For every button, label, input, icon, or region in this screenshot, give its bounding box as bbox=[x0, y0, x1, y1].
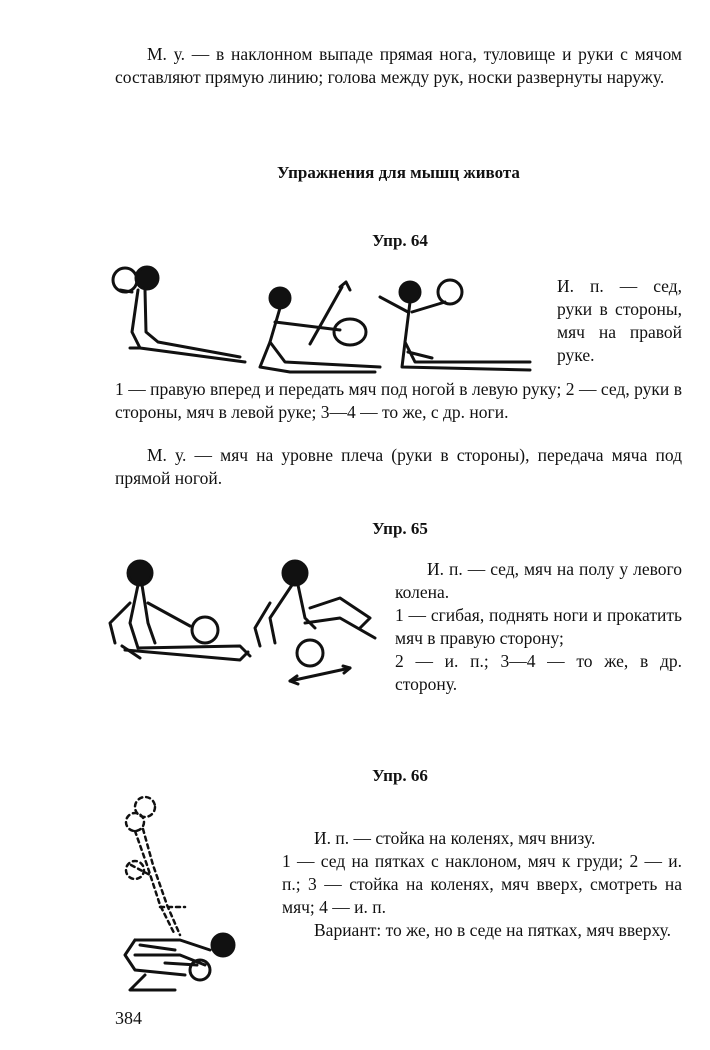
exercise-66-title: Упр. 66 bbox=[372, 766, 428, 785]
exercise-65-start-position: И. п. — сед, мяч на полу у левого колена. bbox=[395, 559, 682, 602]
exercise-65-step-2: 2 — и. п.; 3—4 — то же, в др. сторону. bbox=[395, 651, 682, 694]
exercise-64-method-note: М. у. — мяч на уровне плеча (руки в стороны), передача мяча под прямой ногой. bbox=[115, 445, 682, 488]
exercise-66-illustration bbox=[105, 795, 245, 1000]
intro-paragraph: М. у. — в наклонном выпаде прямая нога, туловище и руки с мячом составляют прямую линию; голова между рук, носки развернуты наружу. bbox=[115, 44, 682, 87]
exercise-65-step-1: 1 — сгибая, поднять ноги и прокатить мяч в правую сторону; bbox=[395, 605, 682, 648]
exercise-66-start-position: И. п. — стойка на коленях, мяч внизу. bbox=[314, 828, 596, 848]
exercise-64-start-position: И. п. — сед, руки в стороны, мяч на правой руке. bbox=[557, 276, 682, 365]
exercise-64-steps: 1 — правую вперед и передать мяч под ногой в левую руку; 2 — сед, руки в стороны, мяч в левой руке; 3—4 — то же, с др. ноги. bbox=[115, 379, 682, 422]
exercise-65-title: Упр. 65 bbox=[372, 519, 428, 538]
exercise-64-title: Упр. 64 bbox=[372, 231, 428, 250]
exercise-64-illustration bbox=[110, 262, 550, 374]
page-number: 384 bbox=[115, 1008, 142, 1028]
exercise-65-illustration bbox=[100, 548, 385, 688]
section-title: Упражнения для мышц живота bbox=[277, 163, 520, 182]
exercise-66-steps: 1 — сед на пятках с наклоном, мяч к груди; 2 — и. п.; 3 — стойка на коленях, мяч вверх, смотреть на мяч; 4 — и. п. bbox=[282, 851, 682, 917]
exercise-66-variant: Вариант: то же, но в седе на пятках, мяч вверху. bbox=[314, 920, 671, 940]
